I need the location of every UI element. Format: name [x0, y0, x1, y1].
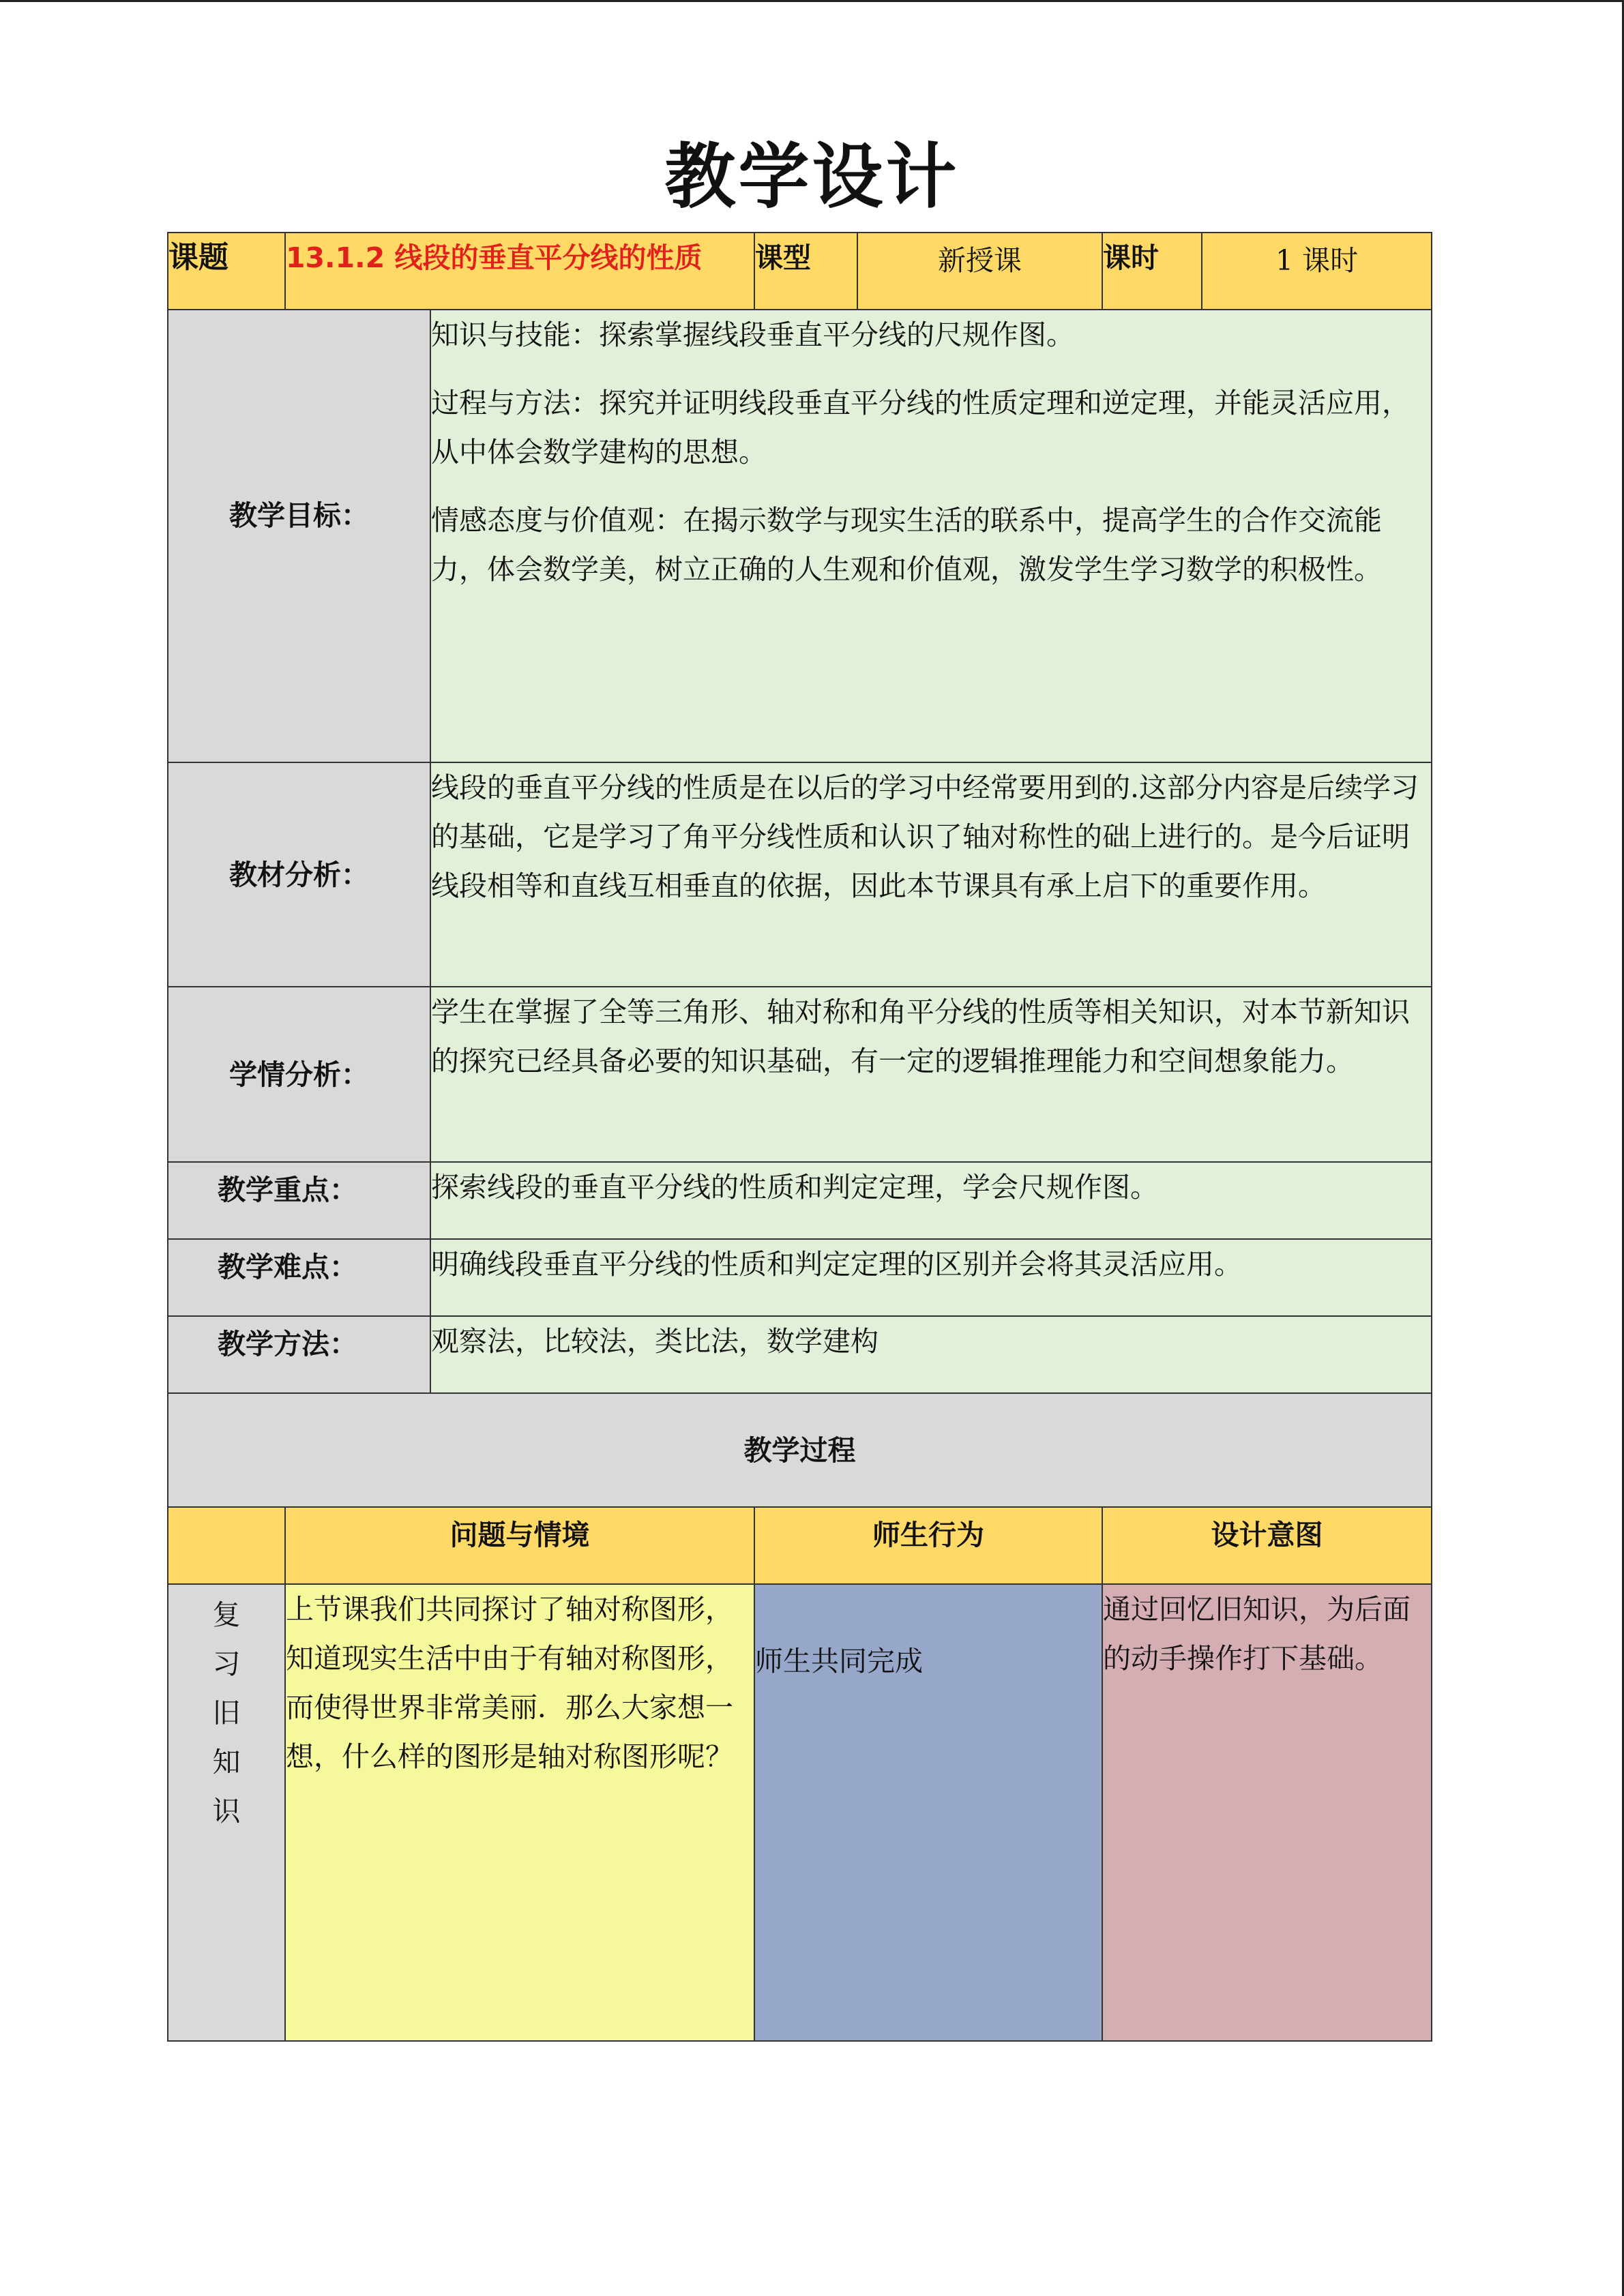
page-border-top	[0, 0, 1624, 2]
objective-process: 过程与方法：探究并证明线段垂直平分线的性质定理和逆定理，并能灵活应用，从中体会数学建构的思想。	[431, 387, 1410, 468]
stage-char: 习	[212, 1648, 241, 1680]
lesson-title: 13.1.2 线段的垂直平分线的性质	[285, 233, 754, 310]
action-column-header: 师生行为	[754, 1507, 1102, 1584]
objective-attitude: 情感态度与价值观：在揭示数学与现实生活的联系中，提高学生的合作交流能力，体会数学美，树立正确的人生观和价值观，激发学生学习数学的积极性。	[431, 504, 1382, 586]
hours-value: 1 课时	[1202, 233, 1432, 310]
hours-label: 课时	[1102, 233, 1202, 310]
intent-cell: 通过回忆旧知识，为后面的动手操作打下基础。	[1102, 1584, 1432, 2041]
material-text: 线段的垂直平分线的性质是在以后的学习中经常要用到的.这部分内容是后续学习的基础，它是学习了角平分线性质和认识了轴对称性的础上进行的。是今后证明线段相等和直线互相垂直的依据，因此本节课具有承上启下的重要作用。	[430, 762, 1432, 987]
action-cell: 师生共同完成	[754, 1584, 1102, 2041]
material-row	[168, 762, 1432, 987]
key-points-row	[168, 1162, 1432, 1239]
intent-column-header: 设计意图	[1102, 1507, 1432, 1584]
type-value: 新授课	[857, 233, 1102, 310]
methods-label: 教学方法：	[168, 1316, 430, 1393]
stage-char: 复	[212, 1598, 241, 1631]
students-row	[168, 987, 1432, 1162]
material-label: 教材分析：	[168, 762, 430, 987]
methods-text: 观察法，比较法，类比法，数学建构	[430, 1316, 1432, 1393]
stage-char: 知	[212, 1746, 241, 1778]
problem-cell: 上节课我们共同探讨了轴对称图形，知道现实生活中由于有轴对称图形，而使得世界非常美丽．那么大家想一想，什么样的图形是轴对称图形呢？	[285, 1584, 754, 2041]
header-row	[168, 233, 1432, 310]
difficulties-row	[168, 1239, 1432, 1316]
stage-label-review	[168, 1584, 285, 2041]
process-row-review	[168, 1584, 1432, 2041]
type-label: 课型	[754, 233, 857, 310]
difficulties-label: 教学难点：	[168, 1239, 430, 1316]
objective-knowledge: 知识与技能：探索掌握线段垂直平分线的尺规作图。	[431, 318, 1074, 351]
objectives-label: 教学目标：	[168, 310, 430, 762]
stage-char: 识	[212, 1795, 241, 1828]
process-header-row	[168, 1507, 1432, 1584]
methods-row	[168, 1316, 1432, 1393]
lesson-label: 课题	[168, 233, 285, 310]
process-stage-header	[168, 1507, 285, 1584]
stage-char: 旧	[212, 1697, 241, 1729]
difficulties-text: 明确线段垂直平分线的性质和判定定理的区别并会将其灵活应用。	[430, 1239, 1432, 1316]
document-title: 教学设计	[664, 135, 960, 218]
process-title-row	[168, 1393, 1432, 1507]
problem-column-header: 问题与情境	[285, 1507, 754, 1584]
objectives-row	[168, 310, 1432, 762]
lesson-plan-table	[167, 232, 1432, 2042]
process-title: 教学过程	[168, 1393, 1432, 1507]
key-points-text: 探索线段的垂直平分线的性质和判定定理，学会尺规作图。	[430, 1162, 1432, 1239]
key-points-label: 教学重点：	[168, 1162, 430, 1239]
students-label: 学情分析：	[168, 987, 430, 1162]
objectives-content	[430, 310, 1432, 762]
students-text: 学生在掌握了全等三角形、轴对称和角平分线的性质等相关知识，对本节新知识的探究已经具备必要的知识基础，有一定的逻辑推理能力和空间想象能力。	[430, 987, 1432, 1162]
